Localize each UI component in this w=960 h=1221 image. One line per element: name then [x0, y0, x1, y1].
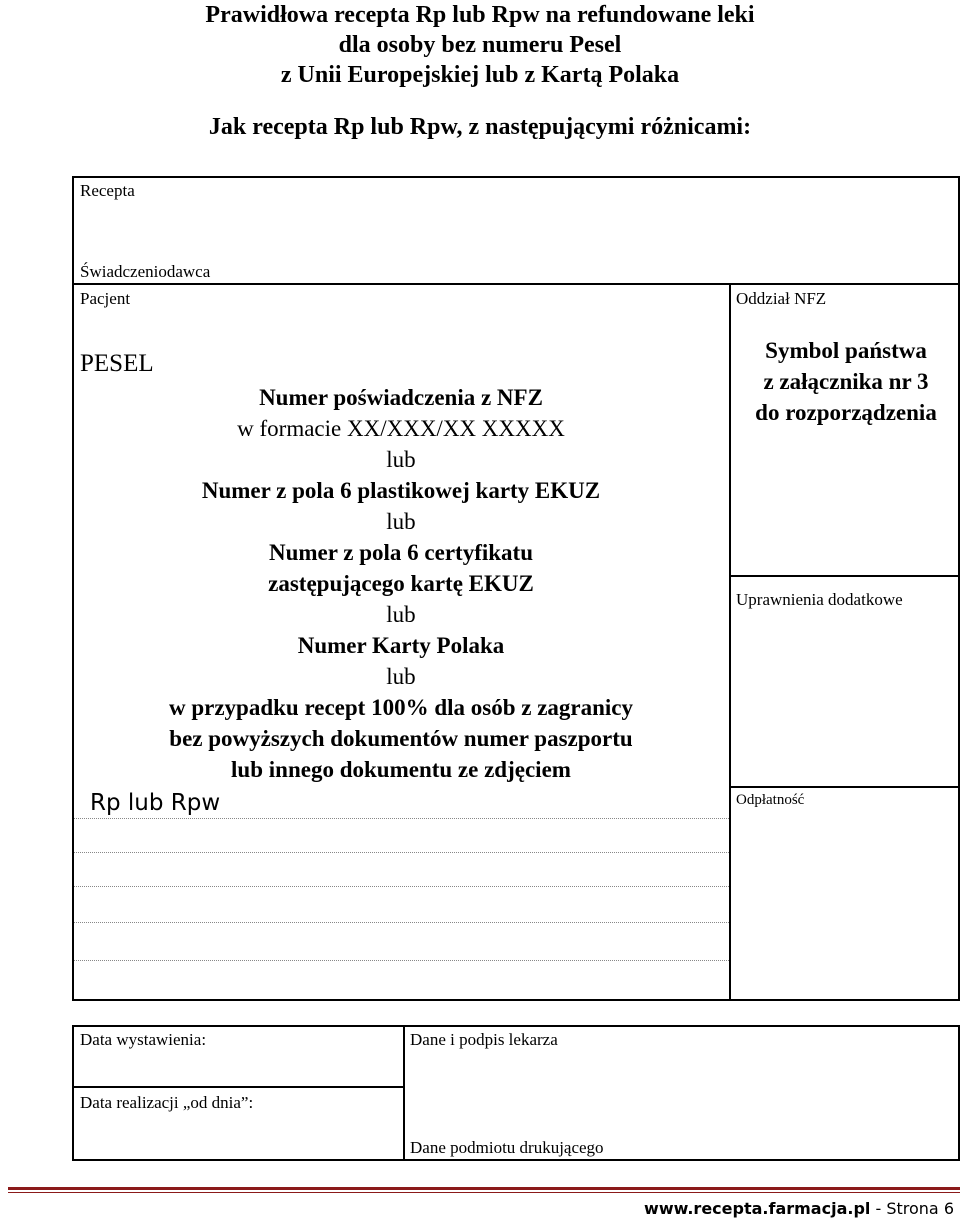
id-line-6: Numer Karty Polaka — [297, 633, 505, 658]
id-line-2: w formacie XX/XXX/XX XXXXX — [237, 416, 565, 441]
data-wystawienia-label: Data wystawienia: — [80, 1030, 207, 1049]
symbol-line-1: Symbol państwa — [765, 338, 927, 363]
oddzial-nfz-label: Oddział NFZ — [736, 289, 827, 308]
divider-odplatnosc — [729, 786, 960, 788]
id-line-7: w przypadku recept 100% dla osób z zagranicy — [168, 695, 634, 720]
id-line-1: Numer poświadczenia z NFZ — [259, 385, 543, 410]
symbol-line-3: do rozporządzenia — [755, 400, 937, 425]
id-or-1: lub — [386, 447, 416, 472]
footer-site: www.recepta.farmacja.pl — [644, 1199, 871, 1218]
id-line-5: zastępującego kartę EKUZ — [268, 571, 534, 596]
rp-label: Rp lub Rpw — [90, 790, 221, 816]
title-line-1: Prawidłowa recepta Rp lub Rpw na refundowane leki — [205, 2, 755, 28]
medication-line — [74, 852, 729, 853]
recepta-label: Recepta — [80, 181, 135, 200]
divider-provider — [72, 283, 960, 285]
title-line-3: z Unii Europejskiej lub z Kartą Polaka — [280, 62, 680, 88]
odplatnosc-label: Odpłatność — [736, 792, 805, 808]
dane-lekarza-label: Dane i podpis lekarza — [410, 1030, 558, 1049]
footer-rule-thin — [8, 1192, 960, 1193]
divider-uprawnienia — [729, 575, 960, 577]
patient-id-options — [96, 382, 706, 785]
pacjent-label: Pacjent — [80, 289, 131, 308]
footer-page: - Strona 6 — [875, 1199, 954, 1218]
id-or-4: lub — [386, 664, 416, 689]
document-subtitle: Jak recepta Rp lub Rpw, z następującymi różnicami: — [208, 114, 752, 140]
dane-podmiotu-label: Dane podmiotu drukującego — [410, 1138, 604, 1157]
country-symbol-block — [733, 335, 959, 428]
title-line-2: dla osoby bez numeru Pesel — [338, 32, 622, 58]
divider-date-vertical — [403, 1025, 405, 1161]
id-line-4: Numer z pola 6 certyfikatu — [268, 540, 534, 565]
divider-date-horizontal — [72, 1086, 405, 1088]
symbol-line-2: z załącznika nr 3 — [763, 369, 929, 394]
id-or-2: lub — [386, 509, 416, 534]
id-line-9: lub innego dokumentu ze zdjęciem — [231, 757, 571, 782]
swiadczeniodawca-label: Świadczeniodawca — [80, 262, 211, 281]
footer-rule — [8, 1187, 960, 1190]
divider-vertical — [729, 283, 731, 1001]
id-line-8: bez powyższych dokumentów numer paszportu — [169, 726, 633, 751]
medication-line — [74, 960, 729, 961]
medication-line — [74, 886, 729, 887]
document-title — [0, 0, 960, 90]
page-footer — [644, 1199, 954, 1219]
medication-line — [74, 922, 729, 923]
data-realizacji-label: Data realizacji „od dnia”: — [80, 1093, 254, 1112]
uprawnienia-label: Uprawnienia dodatkowe — [736, 590, 903, 609]
medication-line — [74, 818, 729, 819]
id-line-3: Numer z pola 6 plastikowej karty EKUZ — [201, 478, 601, 503]
pesel-label: PESEL — [80, 350, 154, 377]
id-or-3: lub — [386, 602, 416, 627]
